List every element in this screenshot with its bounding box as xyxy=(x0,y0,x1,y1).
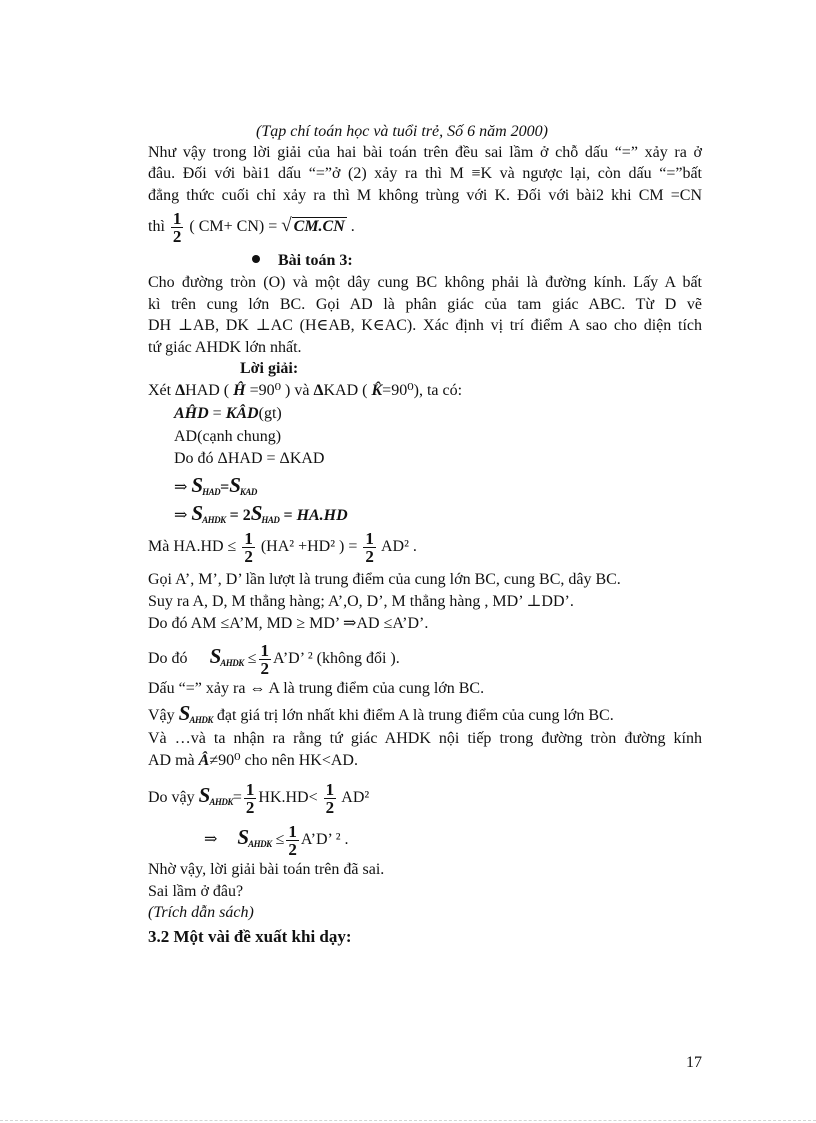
fraction-half: $\frac{1}{2}$ xyxy=(365,528,374,566)
page-number: 17 xyxy=(686,1054,702,1071)
solution-line: Gọi A’, M’, D’ lần lượt là trung điểm của cung lớn BC, cung BC, dây BC. xyxy=(148,571,621,588)
implies-icon: ⇒ xyxy=(204,831,218,848)
solution-title: Lời giải: xyxy=(240,360,299,377)
solution-line: Do đó AM ≤A’M, MD ≥ MD’ ⇒AD ≤A’D’. xyxy=(148,615,429,632)
solution-line: Dấu “=” xảy ra ⇔ A là trung điểm của cung lớn BC. xyxy=(148,680,485,697)
paragraph-line: đẳng thức cuối chỉ xảy ra thì M không trùng với K. Đối với bài2 khi CM =CN xyxy=(148,187,702,204)
solution-line: AD(cạnh chung) xyxy=(174,428,282,445)
paragraph-line: tứ giác AHDK lớn nhất. xyxy=(148,339,302,356)
page-bottom-border xyxy=(0,1120,816,1121)
paragraph-line: Cho đường tròn (O) và một dây cung BC không phải là đường kính. Lấy A bất xyxy=(148,274,702,291)
solution-line: Do vậy $S_{AHDK}=$ $\frac{1}{2}$ HK.HD< $\frac{1}{2}$ AD² xyxy=(148,779,370,817)
solution-line: Do đó ΔHAD = ΔKAD xyxy=(174,450,325,467)
section-heading: 3.2 Một vài đề xuất khi dạy: xyxy=(148,927,352,946)
fraction-half: $\frac{1}{2}$ xyxy=(245,779,255,817)
solution-line: Vậy $S_{AHDK}$ đạt giá trị lớn nhất khi điểm A là trung điểm của cung lớn BC. xyxy=(148,701,614,725)
implies-icon: ⇒ xyxy=(174,507,188,524)
paragraph-line: DH ⊥AB, DK ⊥AC (H∈AB, K∈AC). Xác định vị trí điểm A sao cho diện tích xyxy=(148,317,702,334)
citation: (Tạp chí toán học và tuổi trẻ, Số 6 năm 2000) xyxy=(256,123,548,140)
sqrt-expression: CM.CN xyxy=(293,218,345,235)
solution-line: AD mà Â≠90⁰ cho nên HK<AD. xyxy=(148,752,358,769)
fraction-half: $\frac{1}{2}$ xyxy=(260,640,270,678)
solution-line: AĤD = KÂD(gt) xyxy=(174,405,282,422)
fraction-half: $\frac{1}{2}$ xyxy=(288,821,297,859)
paragraph-line: đâu. Đối với bài1 dấu “=”ở (2) xảy ra thì M ≡K và ngược lại, còn dấu “=”bất xyxy=(148,165,702,182)
solution-line: ⇒ $S_{AHDK}$ ≤ $\frac{1}{2}$ A’D’ ² . xyxy=(204,821,349,859)
bullet-icon xyxy=(252,255,260,263)
solution-line: Nhờ vậy, lời giải bài toán trên đã sai. xyxy=(148,861,385,878)
citation: (Trích dẫn sách) xyxy=(148,904,254,921)
fraction-half: $\frac{1}{2}$ xyxy=(172,208,182,246)
solution-line: ⇒ $S_{AHDK} = 2S_{HAD} = HA.HD$ xyxy=(174,501,348,525)
paragraph-line: thì $\frac{1}{2}$ ( CM+ CN) = √ CM.CN . xyxy=(148,208,355,246)
triangle-icon: Δ xyxy=(313,382,324,399)
text: thì xyxy=(148,218,165,235)
sqrt-icon: √ xyxy=(281,215,292,236)
implies-icon: ⇒ xyxy=(174,479,188,496)
solution-line: Mà HA.HD ≤ $\frac{1}{2}$ (HA² +HD² ) = $\frac{1}{2}$ AD² . xyxy=(148,528,417,566)
paragraph-line: kì trên cung lớn BC. Gọi AD là phân giác của tam giác ABC. Từ D vẽ xyxy=(148,296,702,313)
fraction-half: $\frac{1}{2}$ xyxy=(244,528,253,566)
paragraph-line: Như vậy trong lời giải của hai bài toán trên đều sai lầm ở chỗ dấu “=” xảy ra ở xyxy=(148,144,702,161)
solution-line: Sai lầm ở đâu? xyxy=(148,883,244,900)
text: ( CM+ CN) = xyxy=(189,218,278,235)
solution-line: Do đó $S_{AHDK}$ ≤ $\frac{1}{2}$ A’D’ ² (không đổi ). xyxy=(148,640,400,678)
problem-title: Bài toán 3: xyxy=(252,251,353,271)
fraction-half: $\frac{1}{2}$ xyxy=(325,779,335,817)
solution-line: Và …và ta nhận ra rằng tứ giác AHDK nội tiếp trong đường tròn đường kính xyxy=(148,730,702,747)
solution-line: Xét ΔHAD ( Ĥ =90⁰ ) và ΔKAD ( K̂=90⁰), ta có: xyxy=(148,382,463,399)
solution-line: ⇒ $S_{HAD}=S_{KAD}$ xyxy=(174,473,257,497)
solution-line: Suy ra A, D, M thẳng hàng; A’,O, D’, M thẳng hàng , MD’ ⊥DD’. xyxy=(148,593,574,610)
triangle-icon: Δ xyxy=(175,382,186,399)
